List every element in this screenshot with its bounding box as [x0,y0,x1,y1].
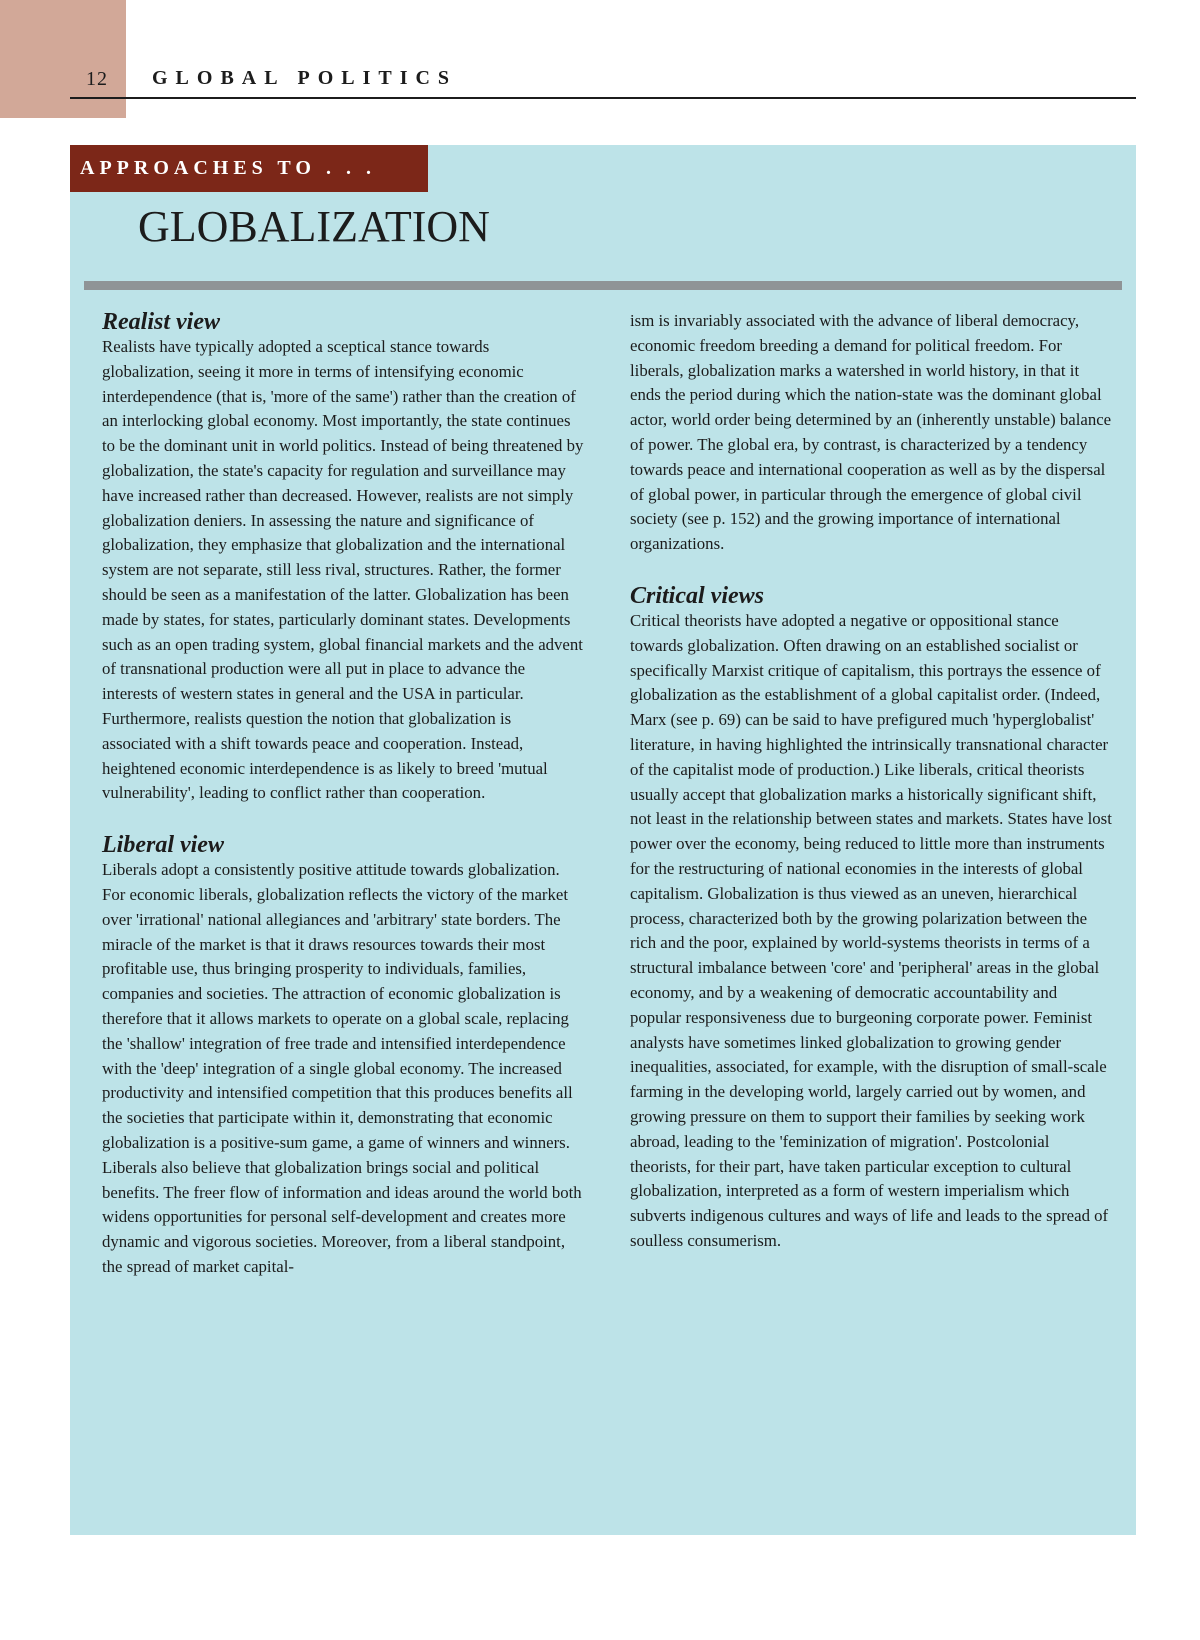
liberal-text-part-1: Liberals adopt a consistently positive attitude towards globalization. For economic liberals, globalization reflects the victory of the market over 'irrational' national allegiances and 'arbitrary' state borders. The miracle of the market is that it draws resources towards their most profitable use, thus bringing prosperity to individuals, families, companies and societies. The attraction of economic globalization is therefore that it allows markets to operate on a global scale, replacing the 'shallow' integration of free trade and intensified interdependence with the 'deep' integration of a single global economy. The increased productivity and intensified competition that this produces benefits all the societies that participate within it, demonstrating that economic globalization is a positive-sum game, a game of winners and winners. Liberals also believe that globalization brings social and political benefits. The freer flow of information and ideas around the world both widens opportunities for personal self-development and creates more dynamic and vigorous societies. Moreover, from a liberal standpoint, the spread of market capital- [102,860,582,1276]
realist-heading: Realist view [102,309,220,335]
approaches-label-bar [70,145,428,192]
left-column [102,309,584,1280]
approaches-label: APPROACHES TO . . . [80,157,376,179]
critical-text: Critical theorists have adopted a negative or oppositional stance towards globalization. Often drawing on an established socialist or specifically Marxist critique of capitalism, this portrays the essence of globalization as the establishment of a global capitalist order. (Indeed, Marx (see p. 69) can be said to have prefigured much 'hyperglobalist' literature, in having highlighted the intrinsically transnational character of the capitalist mode of production.) Like liberals, critical theorists usually accept that globalization marks a historically significant shift, not least in the relationship between states and markets. States have lost power over the economy, being reduced to little more than instruments for the restructuring of national economies in the interests of global capitalism. Globalization is thus viewed as an uneven, hierarchical process, characterized both by the growing polarization between the rich and the poor, explained by world-systems theorists in terms of a structural imbalance between 'core' and 'peripheral' areas in the global economy, and by a weakening of democratic accountability and popular responsiveness due to burgeoning corporate power. Feminist analysts have sometimes linked globalization to growing gender inequalities, associated, for example, with the disruption of small-scale farming in the developing world, largely carried out by women, and growing pressure on them to support their families by seeking work abroad, leading to the 'feminization of migration'. Postcolonial theorists, for their part, have taken particular exception to cultural globalization, interpreted as a form of western imperialism which subverts indigenous cultures and ways of life and leads to the spread of soulless consumerism. [630,610,1112,1250]
header-divider [70,97,1136,99]
liberal-heading: Liberal view [102,832,224,859]
box-title: GLOBALIZATION [138,202,490,251]
liberal-text-part-2: ism is invariably associated with the advance of liberal democracy, economic freedom breeding a demand for political freedom. For liberals, globalization marks a watershed in world history, in that it ends the period during which the nation-state was the dominant global actor, world order being determined by an (inherently unstable) balance of power. The global era, by contrast, is characterized by a tendency towards peace and international cooperation as well as by the dispersal of global power, in particular through the emergence of global civil society (see p. 152) and the growing importance of international organizations. [630,311,1112,554]
critical-heading: Critical views [630,582,764,609]
realist-text: Realists have typically adopted a sceptical stance towards globalization, seeing it more in terms of intensifying economic interdependence (that is, 'more of the same') rather than the creation of an interlocking global economy. Most importantly, the state continues to be the dominant unit in world politics. Instead of being threatened by globalization, the state's capacity for regulation and surveillance may have increased rather than decreased. However, realists are not simply globalization deniers. In assessing the nature and significance of globalization, they emphasize that globalization and the international system are not separate, still less rival, structures. Rather, the former should be seen as a manifestation of the latter. Globalization has been made by states, for states, particularly dominant states. Developments such as an open trading system, global financial markets and the advent of transnational production were all put in place to advance the interests of western states in general and the USA in particular. Furthermore, realists question the notion that globalization is associated with a shift towards peace and cooperation. Instead, heightened economic interdependence is as likely to breed 'mutual vulnerability', leading to conflict rather than cooperation. [102,337,584,803]
corner-color-tab [0,0,126,118]
title-divider [84,281,1122,290]
right-column [630,309,1112,1254]
page-number: 12 [86,68,108,90]
approaches-box [70,145,1136,1535]
running-title: GLOBAL POLITICS [152,67,458,89]
